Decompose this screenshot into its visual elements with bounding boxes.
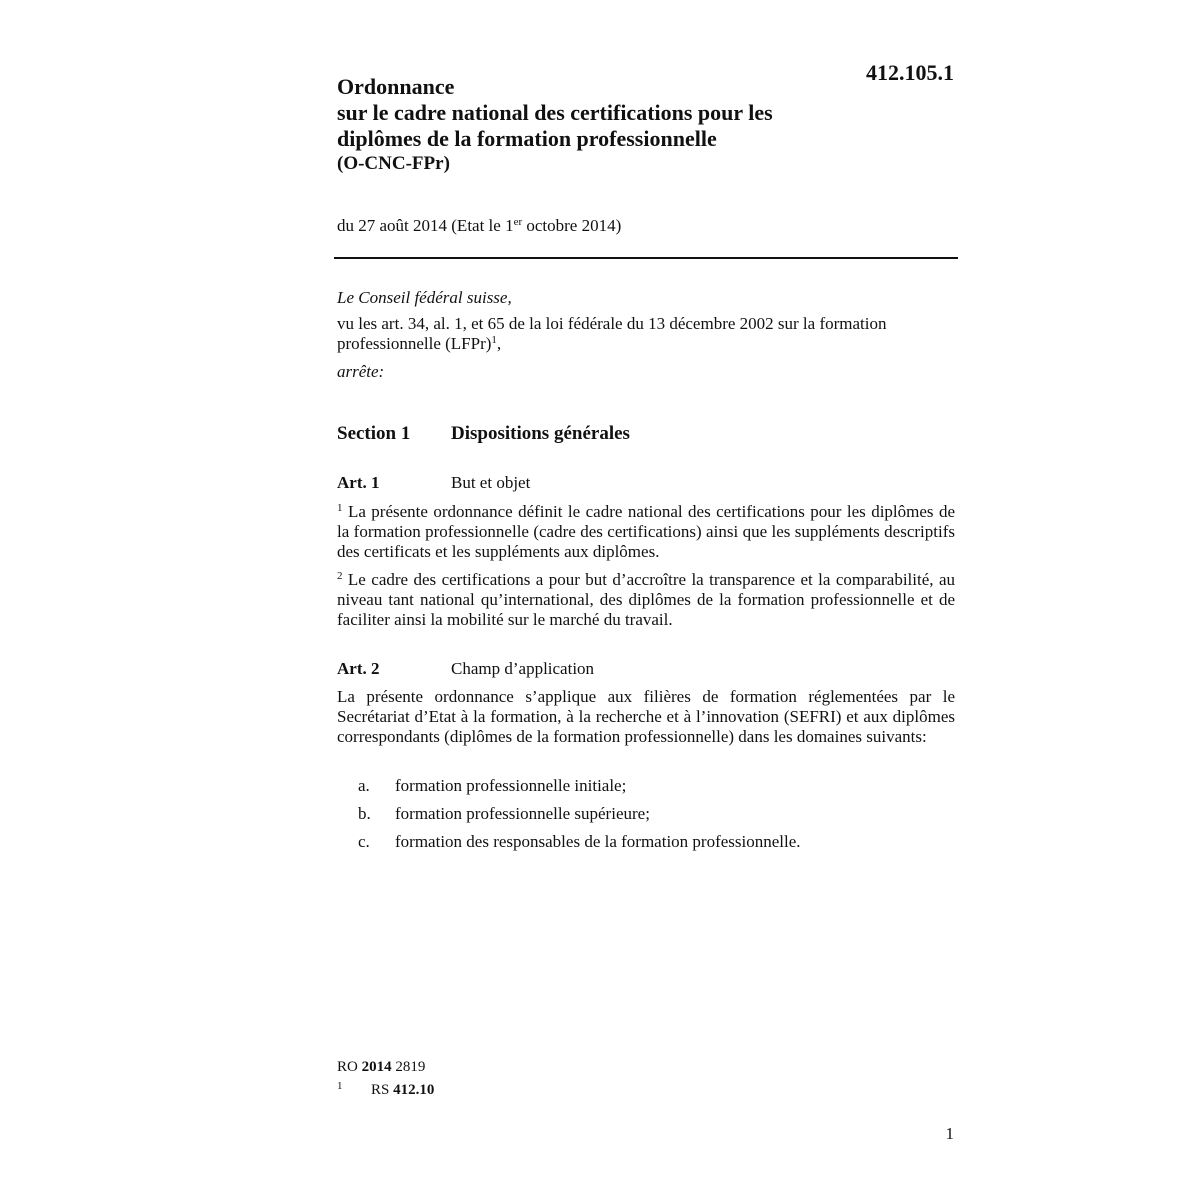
list-marker: b. <box>358 804 371 823</box>
paragraph-text: La présente ordonnance définit le cadre national des certifications pour les diplômes de la formation professionnelle (cadre des certifications) ainsi que les suppléments descriptifs des certificats et les suppléments aux diplômes. <box>337 502 955 561</box>
date-prefix: du 27 août 2014 (Etat le 1 <box>337 216 514 235</box>
list-item-text: formation professionnelle initiale; <box>395 776 627 795</box>
footnote-reference[interactable]: 412.10 <box>393 1082 435 1098</box>
date-superscript: er <box>513 216 523 228</box>
preamble-decree: arrête: <box>337 362 385 381</box>
preamble-basis-end: , <box>496 334 502 353</box>
title-line-2: sur le cadre national des certifications pour les <box>337 100 773 125</box>
date-suffix: octobre 2014) <box>522 216 622 235</box>
list-item-text: formation des responsables de la formation professionnelle. <box>395 832 801 851</box>
ro-prefix: RO <box>337 1059 362 1075</box>
paragraph-number: 2 <box>337 570 343 582</box>
header-divider <box>334 257 958 259</box>
preamble-authority: Le Conseil fédéral suisse, <box>337 288 512 307</box>
list-marker: c. <box>358 832 370 851</box>
ro-page: 2819 <box>391 1059 426 1075</box>
list-item <box>358 832 801 852</box>
title-line-1: Ordonnance <box>337 74 455 99</box>
preamble-basis-text: vu les art. 34, al. 1, et 65 de la loi fédérale du 13 décembre 2002 sur la formation professionnelle (LFPr) <box>337 314 887 353</box>
footnote-ref-1[interactable]: 1 <box>491 334 497 346</box>
article-1-label: Art. 1 <box>337 473 380 492</box>
ro-reference <box>337 1059 425 1076</box>
title-abbreviation: (O-CNC-FPr) <box>337 153 450 174</box>
footnote-1 <box>337 1080 434 1099</box>
title-line-3: diplômes de la formation professionnelle <box>337 126 717 151</box>
section-title: Dispositions générales <box>451 423 630 444</box>
date-line <box>337 216 621 236</box>
article-2-label: Art. 2 <box>337 659 380 678</box>
list-item <box>358 776 626 796</box>
paragraph-number: 1 <box>337 502 343 514</box>
paragraph-text: Le cadre des certifications a pour but d’accroître la transparence et la comparabilité, au niveau tant national qu’international, des diplômes de la formation professionnelle et de faciliter ainsi la mobilité sur le marché du travail. <box>337 570 955 629</box>
law-number: 412.105.1 <box>866 60 954 85</box>
article-1-paragraph-1 <box>337 502 955 562</box>
list-item <box>358 804 650 824</box>
section-label: Section 1 <box>337 423 411 444</box>
list-marker: a. <box>358 776 370 795</box>
article-1-paragraph-2 <box>337 570 955 630</box>
footnote-prefix: RS <box>371 1082 394 1098</box>
list-item-text: formation professionnelle supérieure; <box>395 804 650 823</box>
page-number: 1 <box>945 1124 954 1143</box>
article-1-title: But et objet <box>451 473 531 492</box>
article-2-title: Champ d’application <box>451 659 595 678</box>
article-2-paragraph: La présente ordonnance s’applique aux filières de formation réglementées par le Secrétariat d’Etat à la formation, à la recherche et à l’innovation (SEFRI) et aux diplômes correspondants (diplômes de la formation professionnelle) dans les domaines suivants: <box>337 687 955 746</box>
ro-year: 2014 <box>361 1059 392 1075</box>
document-title <box>337 74 897 152</box>
preamble-basis <box>337 314 957 354</box>
footnote-mark: 1 <box>337 1080 343 1092</box>
